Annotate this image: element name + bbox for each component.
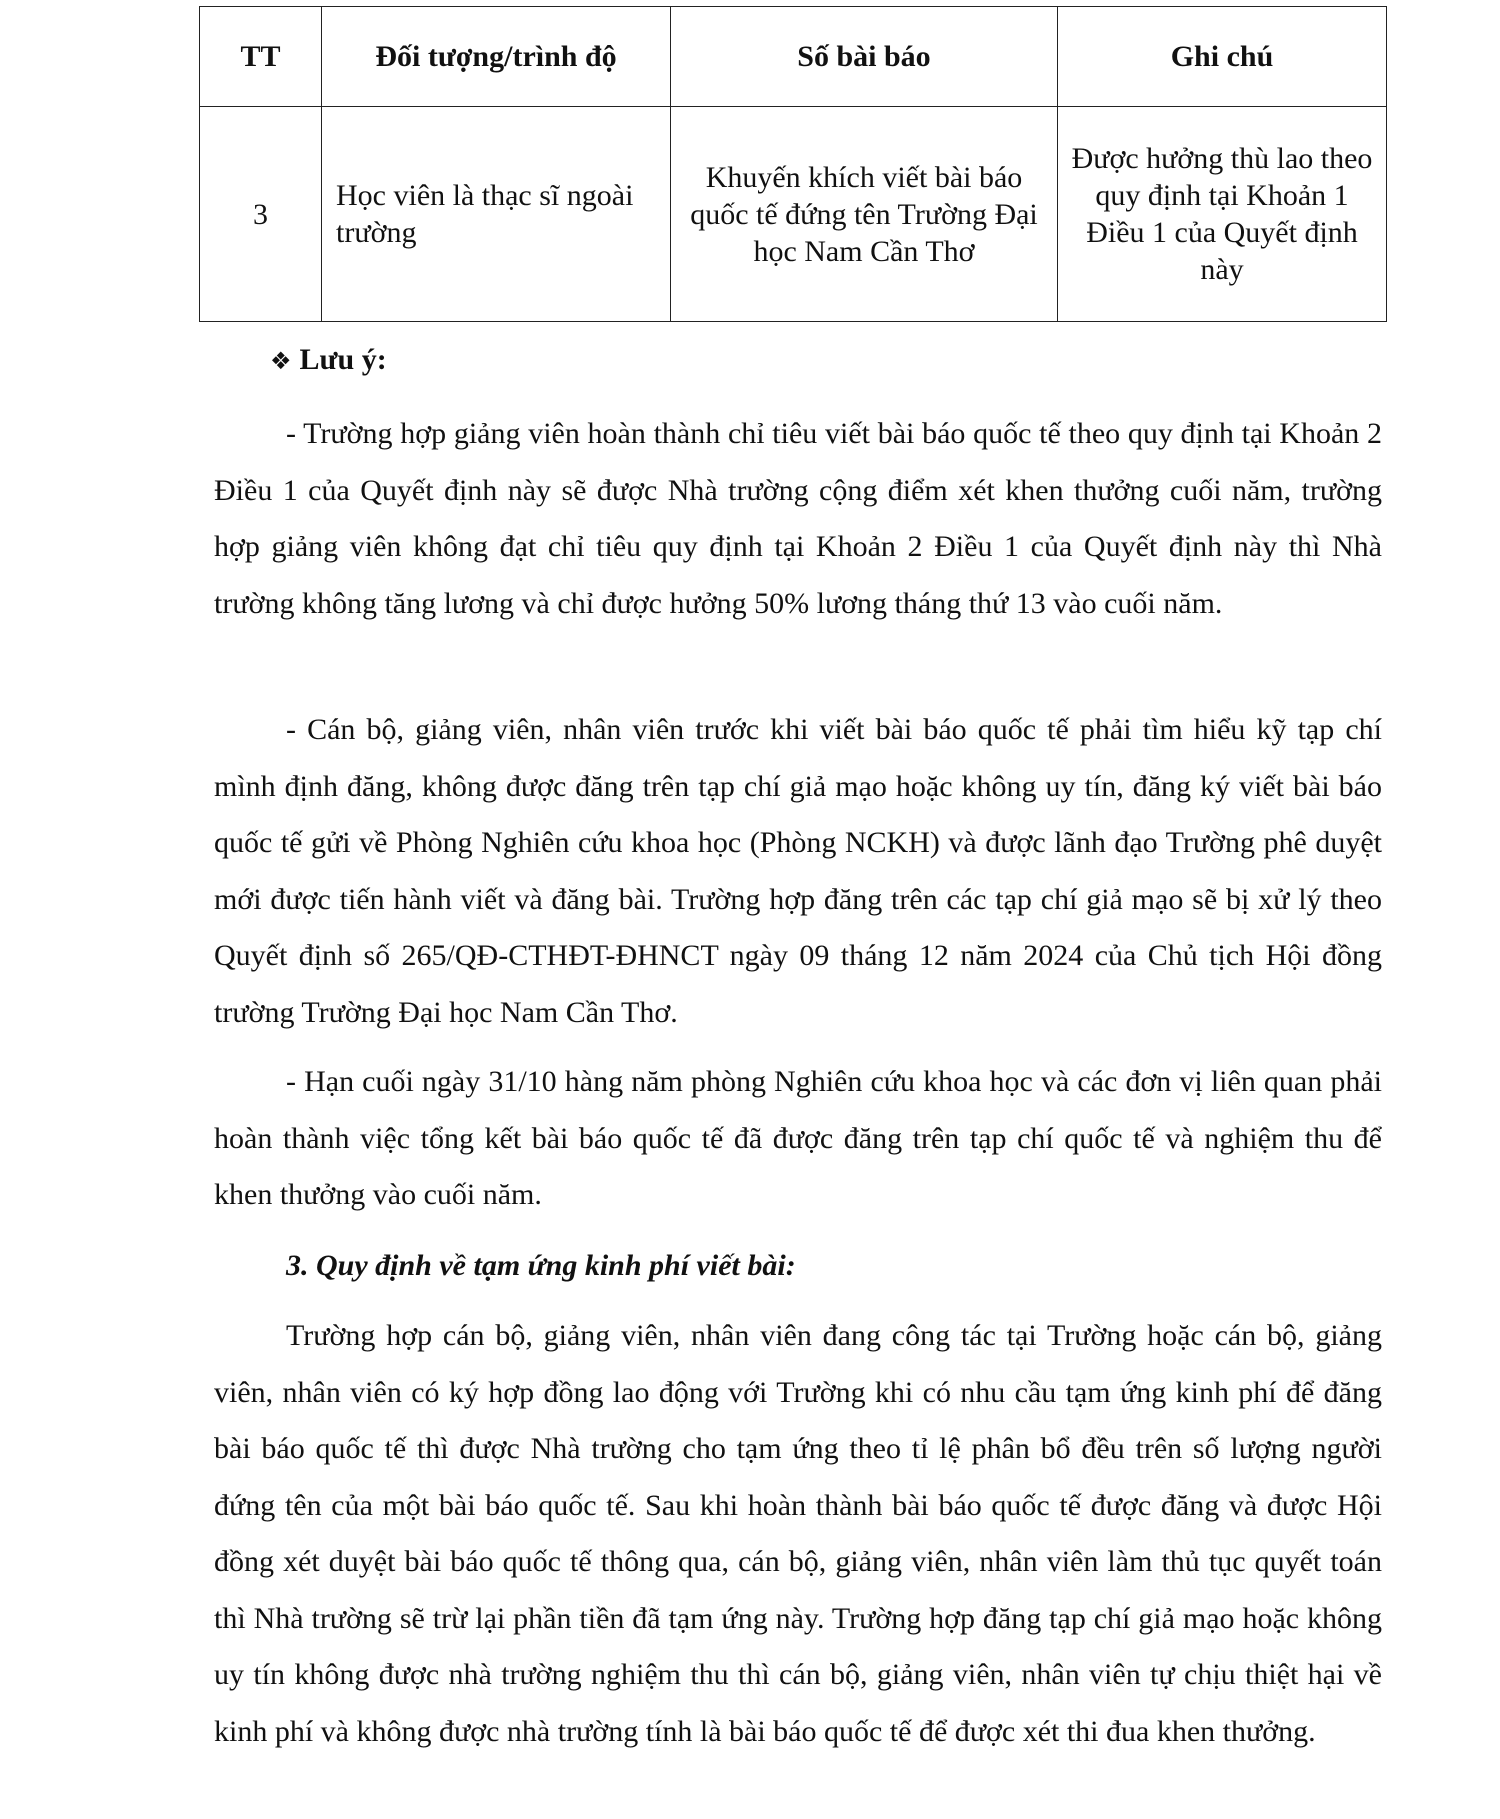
table-header-row [200, 7, 1387, 107]
criteria-table [199, 6, 1387, 322]
header-tt: TT [200, 7, 322, 107]
header-article-count: Số bài báo [671, 7, 1058, 107]
section-3-heading: 3. Quy định về tạm ứng kinh phí viết bài: [286, 1249, 796, 1282]
table-row [200, 107, 1387, 322]
header-subject: Đối tượng/trình độ [322, 7, 671, 107]
note-paragraph-3: - Hạn cuối ngày 31/10 hàng năm phòng Nghiên cứu khoa học và các đơn vị liên quan phải hoàn thành việc tổng kết bài báo quốc tế đã được đăng trên tạp chí quốc tế và nghiệm thu để khen thưởng vào cuối năm. [214, 1065, 1382, 1211]
cell-note: Được hưởng thù lao theo quy định tại Khoản 1 Điều 1 của Quyết định này [1058, 107, 1387, 322]
header-note: Ghi chú [1058, 7, 1387, 107]
cell-subject: Học viên là thạc sĩ ngoài trường [322, 107, 671, 322]
note-heading-label: Lưu ý: [299, 343, 387, 376]
note-paragraph-1: - Trường hợp giảng viên hoàn thành chỉ tiêu viết bài báo quốc tế theo quy định tại Khoản 2 Điều 1 của Quyết định này sẽ được Nhà trường cộng điểm xét khen thưởng cuối năm, trường hợp giảng viên không đạt chỉ tiêu quy định tại Khoản 2 Điều 1 của Quyết định này thì Nhà trường không tăng lương và chỉ được hưởng 50% lương tháng thứ 13 vào cuối năm. [214, 417, 1382, 620]
diamond-bullet-icon: ❖ [270, 347, 292, 375]
cell-tt: 3 [200, 107, 322, 322]
cell-article-count: Khuyến khích viết bài báo quốc tế đứng tên Trường Đại học Nam Cần Thơ [671, 107, 1058, 322]
note-paragraph-2: - Cán bộ, giảng viên, nhân viên trước khi viết bài báo quốc tế phải tìm hiểu kỹ tạp chí mình định đăng, không được đăng trên tạp chí giả mạo hoặc không uy tín, đăng ký viết bài báo quốc tế gửi về Phòng Nghiên cứu khoa học (Phòng NCKH) và được lãnh đạo Trường phê duyệt mới được tiến hành viết và đăng bài. Trường hợp đăng trên các tạp chí giả mạo sẽ bị xử lý theo Quyết định số 265/QĐ-CTHĐT-ĐHNCT ngày 09 tháng 12 năm 2024 của Chủ tịch Hội đồng trường Trường Đại học Nam Cần Thơ. [214, 713, 1382, 1029]
section-3-body: Trường hợp cán bộ, giảng viên, nhân viên đang công tác tại Trường hoặc cán bộ, giảng viên, nhân viên có ký hợp đồng lao động với Trường khi có nhu cầu tạm ứng kinh phí để đăng bài báo quốc tế thì được Nhà trường cho tạm ứng theo tỉ lệ phân bổ đều trên số lượng người đứng tên của một bài báo quốc tế. Sau khi hoàn thành bài báo quốc tế được đăng và được Hội đồng xét duyệt bài báo quốc tế thông qua, cán bộ, giảng viên, nhân viên làm thủ tục quyết toán thì Nhà trường sẽ trừ lại phần tiền đã tạm ứng này. Trường hợp đăng tạp chí giả mạo hoặc không uy tín không được nhà trường nghiệm thu thì cán bộ, giảng viên, nhân viên tự chịu thiệt hại về kinh phí và không được nhà trường tính là bài báo quốc tế để được xét thi đua khen thưởng. [214, 1319, 1382, 1748]
note-heading [270, 340, 387, 381]
